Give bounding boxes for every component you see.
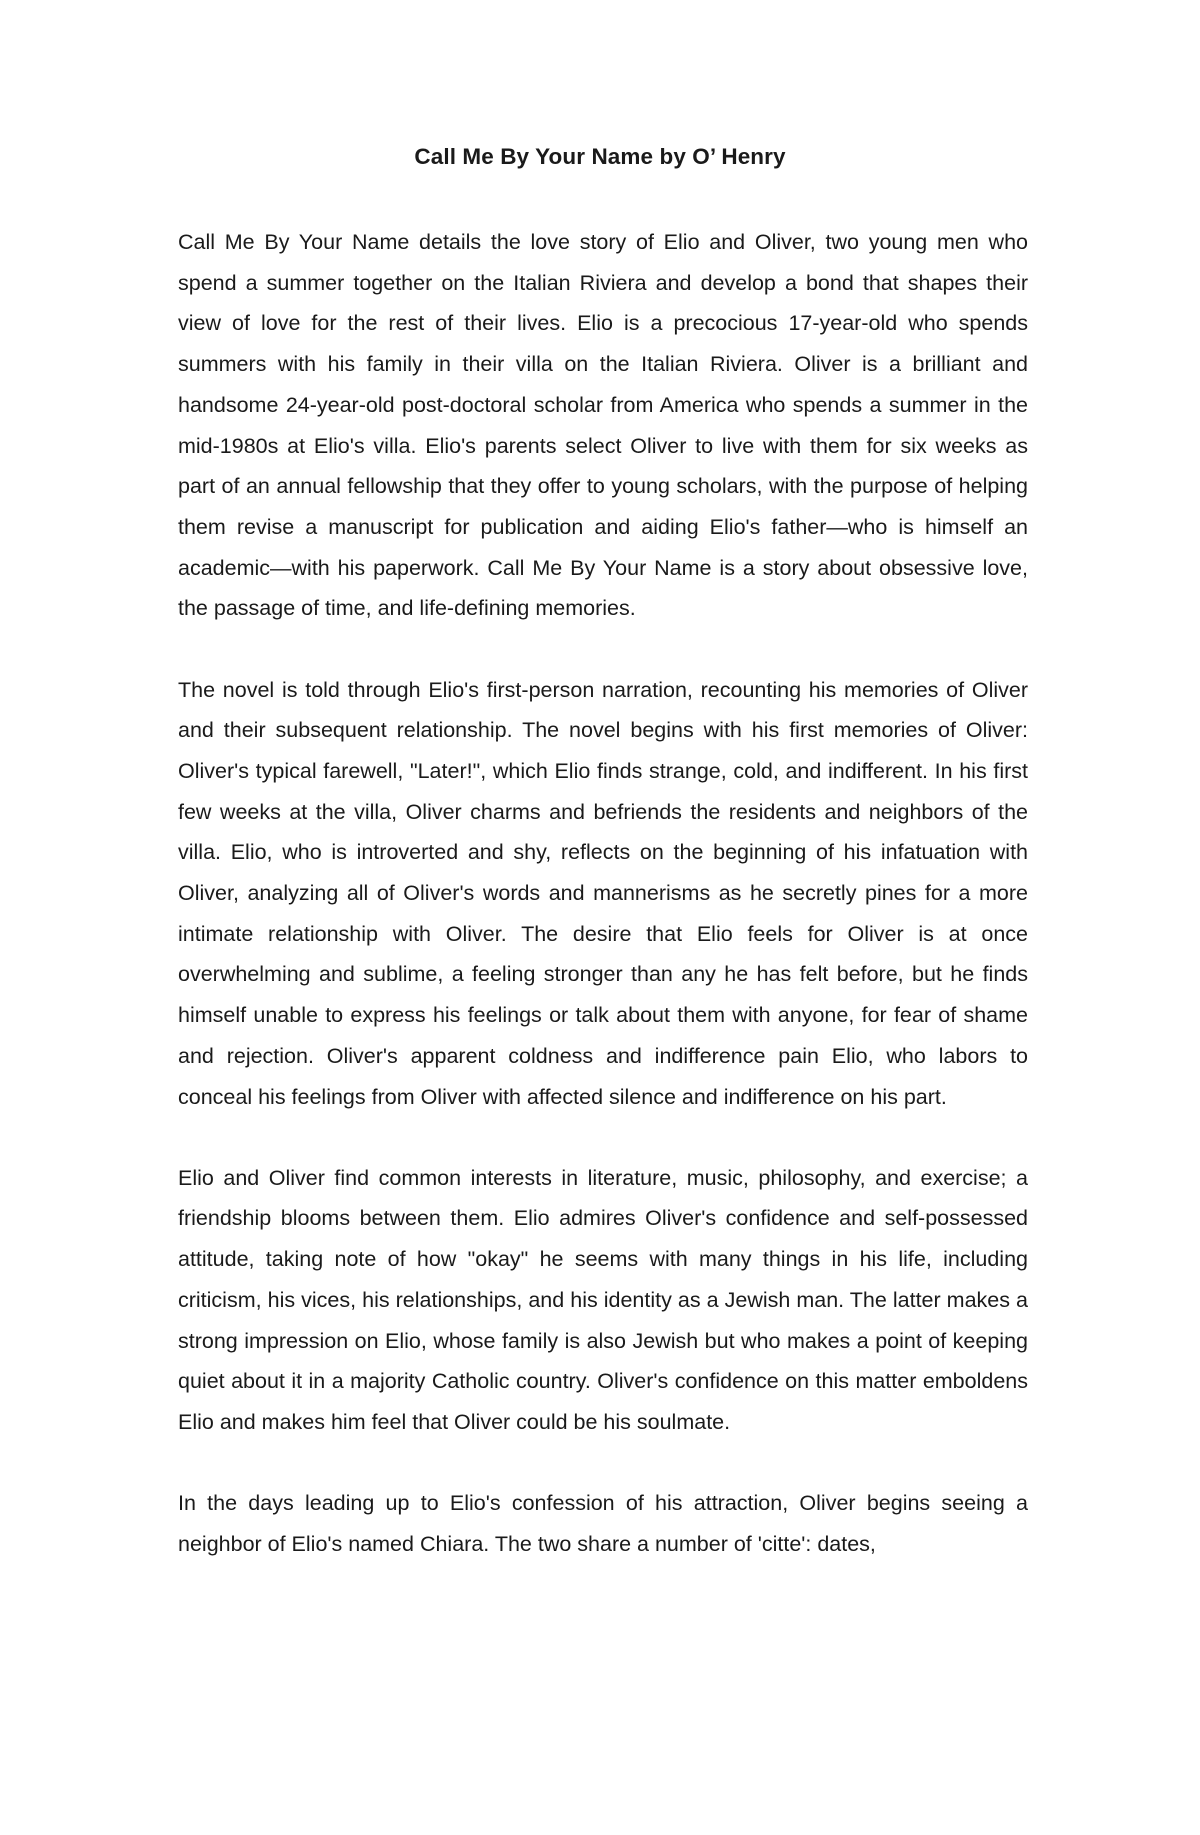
document-title: Call Me By Your Name by O’ Henry [414, 144, 786, 169]
paragraph-1: Call Me By Your Name details the love story of Elio and Oliver, two young men who spend a summer together on the Italian Riviera and develop a bond that shapes their view of love for the rest of their lives. Elio is a precocious 17-year-old who spends summers with his family in their villa on the Italian Riviera. Oliver is a brilliant and handsome 24-year-old post-doctoral scholar from America who spends a summer in the mid-1980s at Elio's villa. Elio's parents select Oliver to live with them for six weeks as part of an annual fellowship that they offer to young scholars, with the purpose of helping them revise a manuscript for publication and aiding Elio's father—who is himself an academic—with his paperwork. Call Me By Your Name is a story about obsessive love, the passage of time, and life-defining memories. [178, 230, 1028, 621]
paragraph-4: In the days leading up to Elio's confession of his attraction, Oliver begins seeing a neighbor of Elio's named Chiara. The two share a number of 'citte': dates, [178, 1491, 1028, 1556]
paragraph-3: Elio and Oliver find common interests in literature, music, philosophy, and exercise; a friendship blooms between them. Elio admires Oliver's confidence and self-possessed attitude, taking note of how "okay" he seems with many things in his life, including criticism, his vices, his relationships, and his identity as a Jewish man. The latter makes a strong impression on Elio, whose family is also Jewish but who makes a point of keeping quiet about it in a majority Catholic country. Oliver's confidence on this matter emboldens Elio and makes him feel that Oliver could be his soulmate. [178, 1165, 1028, 1434]
paragraph-2: The novel is told through Elio's first-person narration, recounting his memories of Oliver and their subsequent relationship. The novel begins with his first memories of Oliver: Oliver's typical farewell, "Later!", which Elio finds strange, cold, and indifferent. In his first few weeks at the villa, Oliver charms and befriends the residents and neighbors of the villa. Elio, who is introverted and shy, reflects on the beginning of his infatuation with Oliver, analyzing all of Oliver's words and mannerisms as he secretly pines for a more intimate relationship with Oliver. The desire that Elio feels for Oliver is at once overwhelming and sublime, a feeling stronger than any he has felt before, but he finds himself unable to express his feelings or talk about them with anyone, for fear of shame and rejection. Oliver's apparent coldness and indifference pain Elio, who labors to conceal his feelings from Oliver with affected silence and indifference on his part. [178, 677, 1028, 1109]
document-body [178, 222, 1028, 1605]
